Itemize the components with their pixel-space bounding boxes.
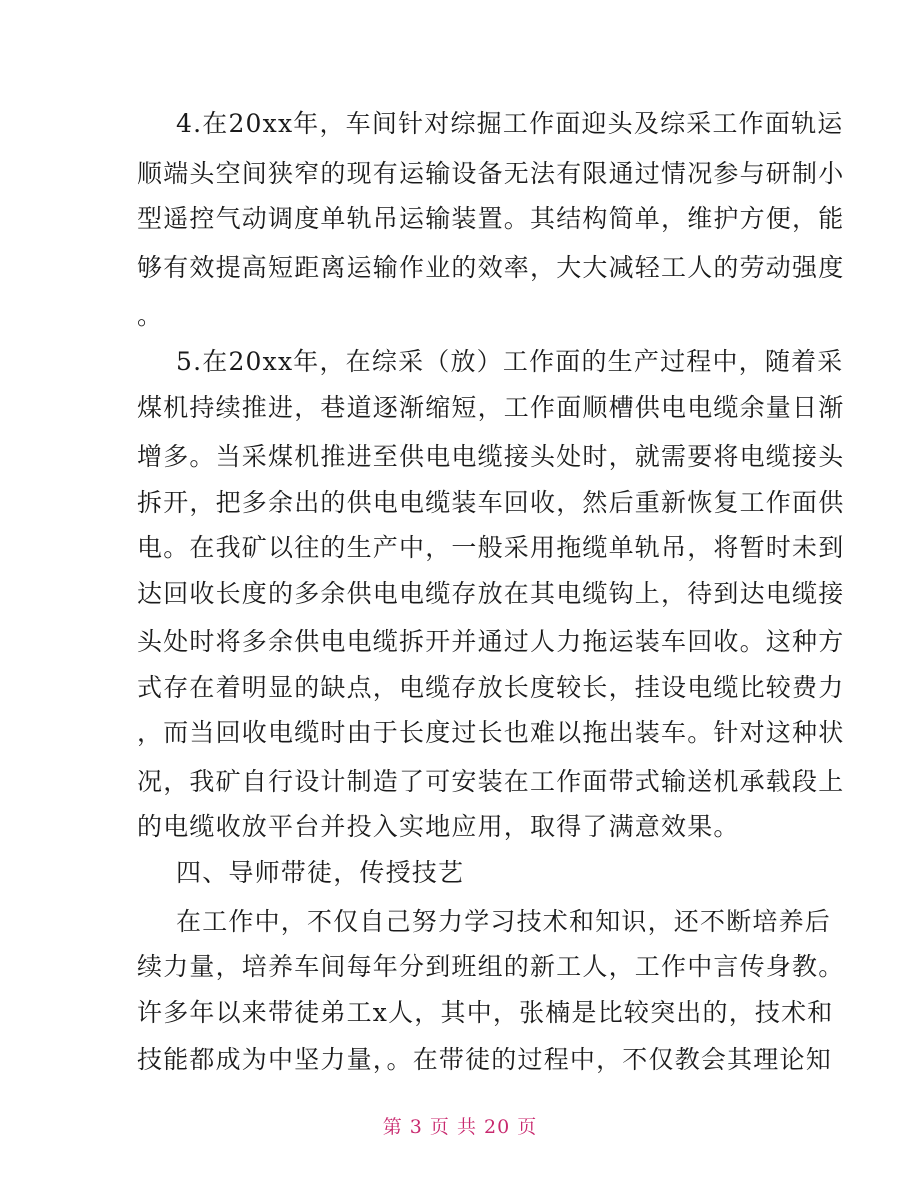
text-line: 续力量，培养车间每年分到班组的新工人，工作中言传身教。 [137,952,845,981]
text-line: ，而当回收电缆时由于长度过长也难以拖出装车。针对这种状 [137,718,845,747]
text-line: 。 [137,301,164,330]
text-line: 况，我矿自行设计制造了可安装在工作面带式输送机承载段上 [137,767,845,796]
text-line: 5.在20xx年，在综采（放）工作面的生产过程中，随着采 [176,347,844,376]
text-line: 达回收长度的多余供电电缆存放在其电缆钩上，待到达电缆接 [137,579,845,608]
text-line: 许多年以来带徒弟工x人，其中，张楠是比较突出的，技术和 [137,998,834,1027]
text-line: 技能都成为中坚力量，。在带徒的过程中，不仅教会其理论知 [137,1045,832,1074]
text-line: 在工作中，不仅自己努力学习技术和知识，还不断培养后 [176,907,832,936]
text-line: 顺端头空间狭窄的现有运输设备无法有限通过情况参与研制小 [137,159,845,188]
text-line: 电。在我矿以往的生产中，一般采用拖缆单轨吊，将暂时未到 [137,533,845,562]
page-number: 第 3 页 共 20 页 [382,1116,538,1138]
text-line: 煤机持续推进，巷道逐渐缩短，工作面顺槽供电电缆余量日渐 [137,393,845,422]
section-heading: 四、导师带徒，传授技艺 [176,858,465,887]
text-line: 增多。当采煤机推进至供电电缆接头处时，就需要将电缆接头 [137,442,845,471]
text-line: 够有效提高短距离运输作业的效率，大大减轻工人的劳动强度 [137,253,845,282]
text-line: 拆开，把多余出的供电电缆装车回收，然后重新恢复工作面供 [137,488,845,517]
text-line: 式存在着明显的缺点，电缆存放长度较长，挂设电缆比较费力 [137,673,845,702]
text-line: 4.在20xx年，车间针对综掘工作面迎头及综采工作面轨运 [176,109,844,138]
text-line: 的电缆收放平台并投入实地应用，取得了满意效果。 [137,812,740,841]
text-line: 型遥控气动调度单轨吊运输装置。其结构简单，维护方便，能 [137,204,845,233]
text-line: 头处时将多余供电电缆拆开并通过人力拖运装车回收。这种方 [137,627,845,656]
